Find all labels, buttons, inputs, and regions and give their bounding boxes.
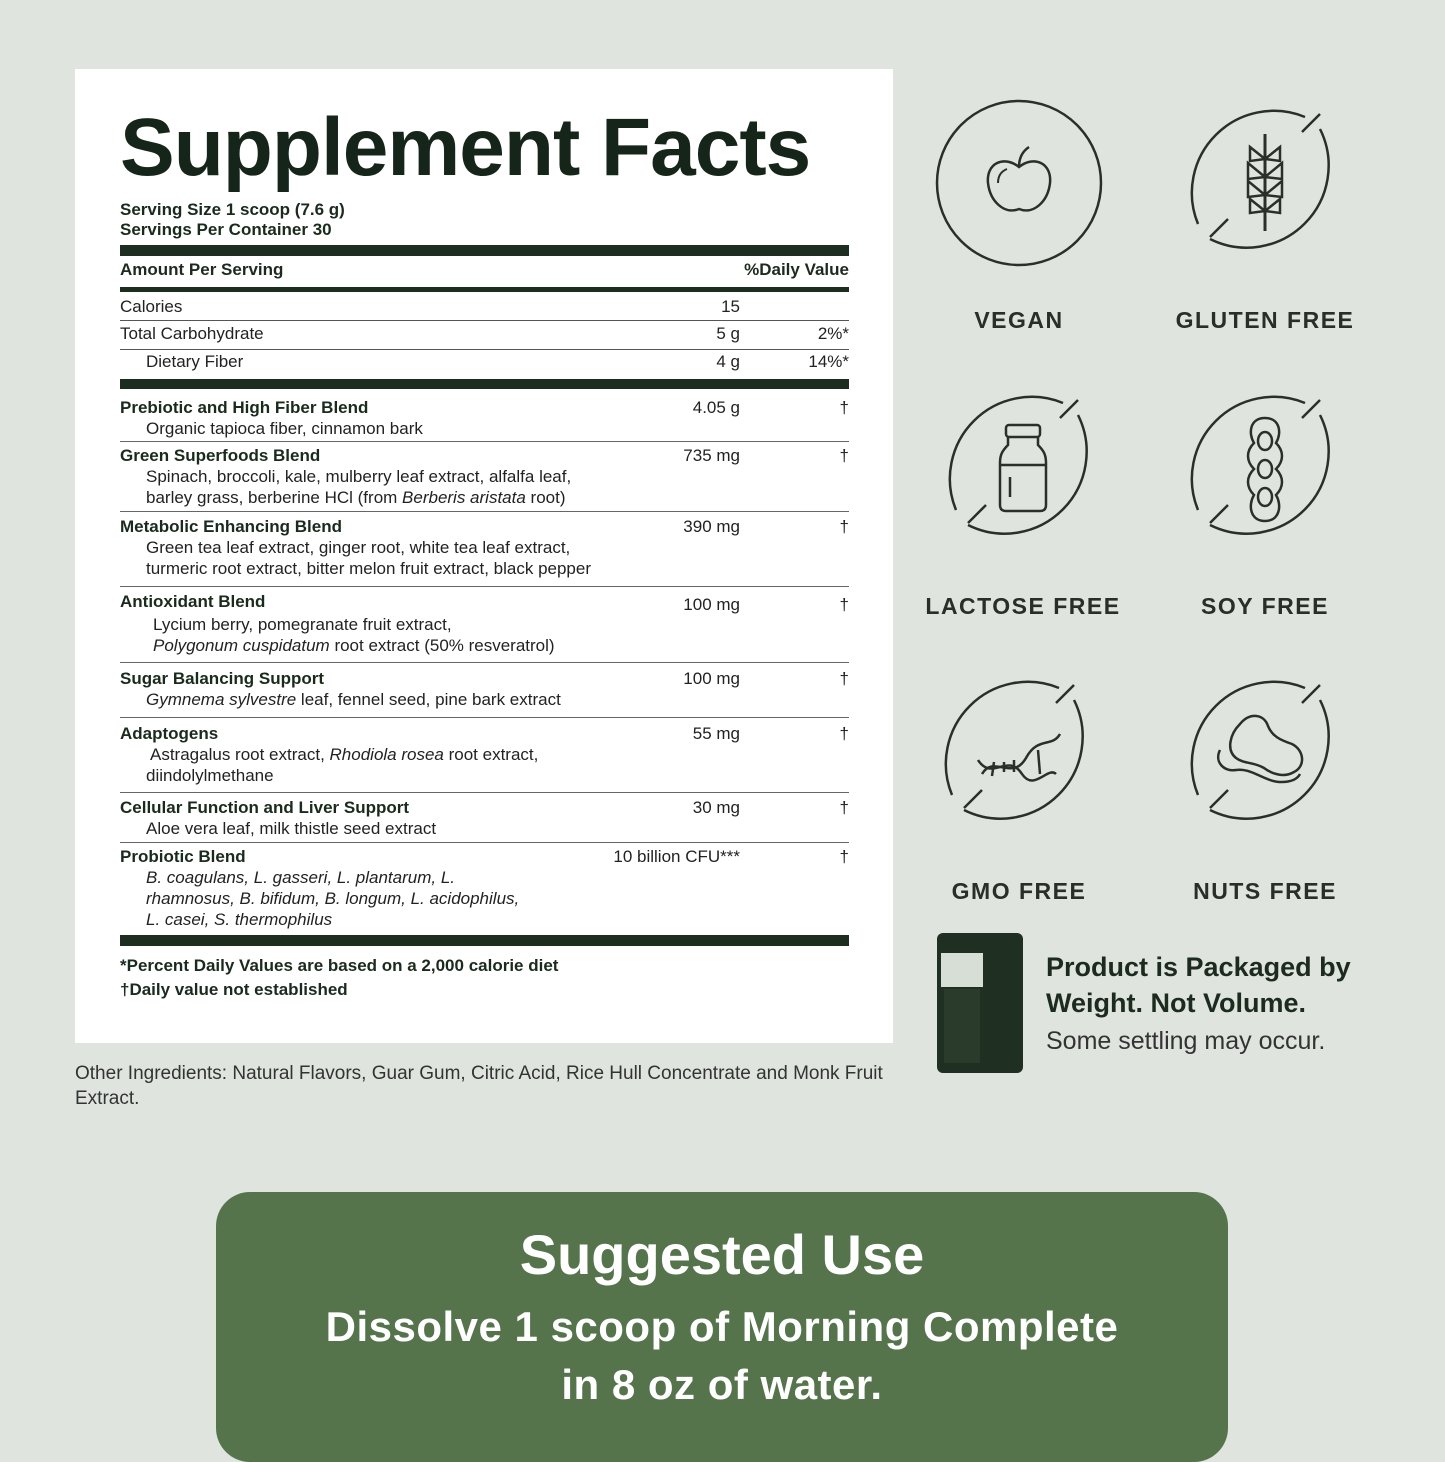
blend-row bbox=[120, 397, 849, 439]
divider-thin bbox=[120, 662, 849, 663]
blend-amount: 10 billion CFU*** bbox=[613, 847, 740, 866]
supplement-facts-panel bbox=[75, 69, 893, 1043]
divider-medium bbox=[120, 287, 849, 292]
blend-dv: † bbox=[839, 398, 849, 417]
blend-row bbox=[120, 591, 849, 656]
blend-ingredients-text: Astragalus root extract, bbox=[150, 745, 330, 764]
nutrient-amount: 15 bbox=[721, 297, 740, 316]
badge-label: LACTOSE FREE bbox=[925, 593, 1121, 619]
divider-thick bbox=[120, 379, 849, 389]
facts-title: Supplement Facts bbox=[120, 102, 811, 193]
blend-ingredients-italic: Berberis aristata bbox=[402, 488, 526, 507]
nutrient-row bbox=[120, 296, 849, 318]
blend-amount: 4.05 g bbox=[692, 398, 740, 417]
badge-soy-free bbox=[1165, 385, 1365, 620]
weight-note-subtitle: Some settling may occur. bbox=[1046, 1027, 1326, 1055]
blend-ingredients bbox=[120, 744, 849, 765]
blend-dv: † bbox=[839, 847, 849, 866]
wheat-icon bbox=[1180, 99, 1350, 269]
blend-ingredients: Spinach, broccoli, kale, mulberry leaf extract, alfalfa leaf, bbox=[146, 467, 572, 486]
blend-ingredients-italic: Rhodiola rosea bbox=[329, 745, 444, 764]
divider-thin bbox=[120, 842, 849, 843]
blend-ingredients-italic: L. casei, S. thermophilus bbox=[146, 910, 333, 929]
suggested-use-text bbox=[216, 1298, 1228, 1414]
badge-label: GMO FREE bbox=[951, 878, 1087, 904]
container-icon bbox=[934, 929, 1026, 1082]
divider-thin bbox=[120, 349, 849, 350]
badge-nuts-free bbox=[1165, 670, 1365, 905]
blend-row bbox=[120, 516, 849, 579]
daily-value-header: %Daily Value bbox=[744, 260, 849, 279]
peanut-icon bbox=[1180, 670, 1350, 840]
blend-name: Prebiotic and High Fiber Blend bbox=[120, 398, 369, 417]
divider-thick bbox=[120, 245, 849, 256]
blend-dv: † bbox=[839, 669, 849, 688]
nutrient-dv: 14%* bbox=[808, 352, 849, 371]
blend-ingredients-text: root extract (50% resveratrol) bbox=[329, 636, 555, 655]
blend-name: Probiotic Blend bbox=[120, 847, 246, 866]
divider-thin bbox=[120, 320, 849, 321]
blend-amount: 55 mg bbox=[692, 724, 740, 743]
blend-dv: † bbox=[839, 595, 849, 614]
blend-name: Metabolic Enhancing Blend bbox=[120, 517, 342, 536]
blend-amount: 735 mg bbox=[683, 446, 740, 465]
suggested-use-line: in 8 oz of water. bbox=[561, 1361, 883, 1408]
blend-amount: 390 mg bbox=[683, 517, 740, 536]
divider-thin bbox=[120, 511, 849, 512]
blend-ingredients-italic: B. coagulans, L. gasseri, L. plantarum, L. bbox=[146, 868, 456, 887]
blend-ingredients bbox=[120, 867, 849, 888]
badge-label: SOY FREE bbox=[1201, 593, 1329, 619]
blend-name: Antioxidant Blend bbox=[120, 592, 266, 611]
blend-dv: † bbox=[839, 517, 849, 536]
nutrient-row bbox=[120, 351, 849, 373]
blend-amount: 100 mg bbox=[683, 595, 740, 614]
divider-thin bbox=[120, 717, 849, 718]
nutrient-name: Total Carbohydrate bbox=[120, 324, 264, 343]
serving-info bbox=[120, 200, 345, 240]
blend-ingredients-italic: Polygonum cuspidatum bbox=[153, 636, 330, 655]
divider-thick bbox=[120, 935, 849, 946]
badge-gluten-free bbox=[1165, 99, 1365, 334]
nutrient-row bbox=[120, 323, 849, 345]
nutrient-amount: 5 g bbox=[716, 324, 740, 343]
nutrient-amount: 4 g bbox=[716, 352, 740, 371]
blend-ingredients-italic: rhamnosus, B. bifidum, B. longum, L. acidophilus, bbox=[146, 889, 520, 908]
suggested-use-line: Dissolve 1 scoop of Morning Complete bbox=[325, 1303, 1119, 1350]
blend-ingredients: Organic tapioca fiber, cinnamon bark bbox=[146, 419, 423, 438]
blend-ingredients bbox=[120, 487, 849, 508]
blend-row bbox=[120, 723, 849, 786]
blend-row bbox=[120, 797, 849, 839]
blend-name: Cellular Function and Liver Support bbox=[120, 798, 410, 817]
blend-row bbox=[120, 668, 849, 710]
badge-gmo-free bbox=[919, 670, 1119, 905]
amount-header-row bbox=[120, 260, 849, 280]
blend-ingredients bbox=[120, 909, 849, 930]
blend-ingredients bbox=[120, 888, 849, 909]
apple-icon bbox=[934, 99, 1104, 269]
blend-ingredients bbox=[120, 689, 849, 710]
blend-row bbox=[120, 846, 849, 930]
badge-label: NUTS FREE bbox=[1193, 878, 1337, 904]
nutrient-dv: 2%* bbox=[817, 324, 849, 343]
serving-size: Serving Size 1 scoop (7.6 g) bbox=[120, 200, 345, 219]
blend-name: Adaptogens bbox=[120, 724, 219, 743]
weight-note-title: Product is Packaged by Weight. Not Volume. bbox=[1046, 952, 1351, 1018]
amount-per-serving-label: Amount Per Serving bbox=[120, 260, 284, 279]
divider-thin bbox=[120, 792, 849, 793]
blend-ingredients bbox=[120, 635, 849, 656]
divider-thin bbox=[120, 586, 849, 587]
blend-ingredients: Green tea leaf extract, ginger root, white tea leaf extract, bbox=[146, 538, 571, 557]
blend-ingredients-text: leaf, fennel seed, pine bark extract bbox=[296, 690, 561, 709]
badge-label: VEGAN bbox=[974, 307, 1064, 333]
divider-thin bbox=[120, 441, 849, 442]
suggested-use-title: Suggested Use bbox=[519, 1223, 925, 1286]
blend-ingredients-text: root extract, bbox=[443, 745, 539, 764]
blend-name: Green Superfoods Blend bbox=[120, 446, 321, 465]
nutrient-name: Calories bbox=[120, 297, 183, 316]
badge-vegan bbox=[919, 99, 1119, 334]
other-ingredients: Other Ingredients: Natural Flavors, Guar Gum, Citric Acid, Rice Hull Concentrate and Monk Fruit Extract. bbox=[75, 1063, 883, 1109]
soybean-icon bbox=[1180, 385, 1350, 555]
blend-dv: † bbox=[839, 724, 849, 743]
blend-dv: † bbox=[839, 798, 849, 817]
blend-dv: † bbox=[839, 446, 849, 465]
blend-row bbox=[120, 445, 849, 508]
blend-name: Sugar Balancing Support bbox=[120, 669, 325, 688]
servings-per-container: Servings Per Container 30 bbox=[120, 220, 332, 239]
blend-ingredients: Aloe vera leaf, milk thistle seed extract bbox=[146, 819, 437, 838]
blend-amount: 30 mg bbox=[692, 798, 740, 817]
footnote-dagger: †Daily value not established bbox=[120, 980, 348, 999]
blend-ingredients-text: root) bbox=[525, 488, 566, 507]
blend-amount: 100 mg bbox=[683, 669, 740, 688]
suggested-use-box bbox=[216, 1192, 1228, 1462]
badge-label: GLUTEN FREE bbox=[1175, 307, 1355, 333]
badge-lactose-free bbox=[923, 385, 1123, 620]
dna-icon bbox=[934, 670, 1104, 840]
nutrient-name: Dietary Fiber bbox=[146, 352, 244, 371]
blend-ingredients: turmeric root extract, bitter melon fruit extract, black pepper bbox=[146, 559, 592, 578]
blend-ingredients-text: barley grass, berberine HCl (from bbox=[146, 488, 403, 507]
blend-ingredients: diindolylmethane bbox=[146, 766, 274, 785]
footnote-daily-values: *Percent Daily Values are based on a 2,000 calorie diet bbox=[120, 956, 559, 975]
blend-ingredients-italic: Gymnema sylvestre bbox=[146, 690, 297, 709]
milk-bottle-icon bbox=[938, 385, 1108, 555]
blend-ingredients: Lycium berry, pomegranate fruit extract, bbox=[153, 615, 452, 634]
